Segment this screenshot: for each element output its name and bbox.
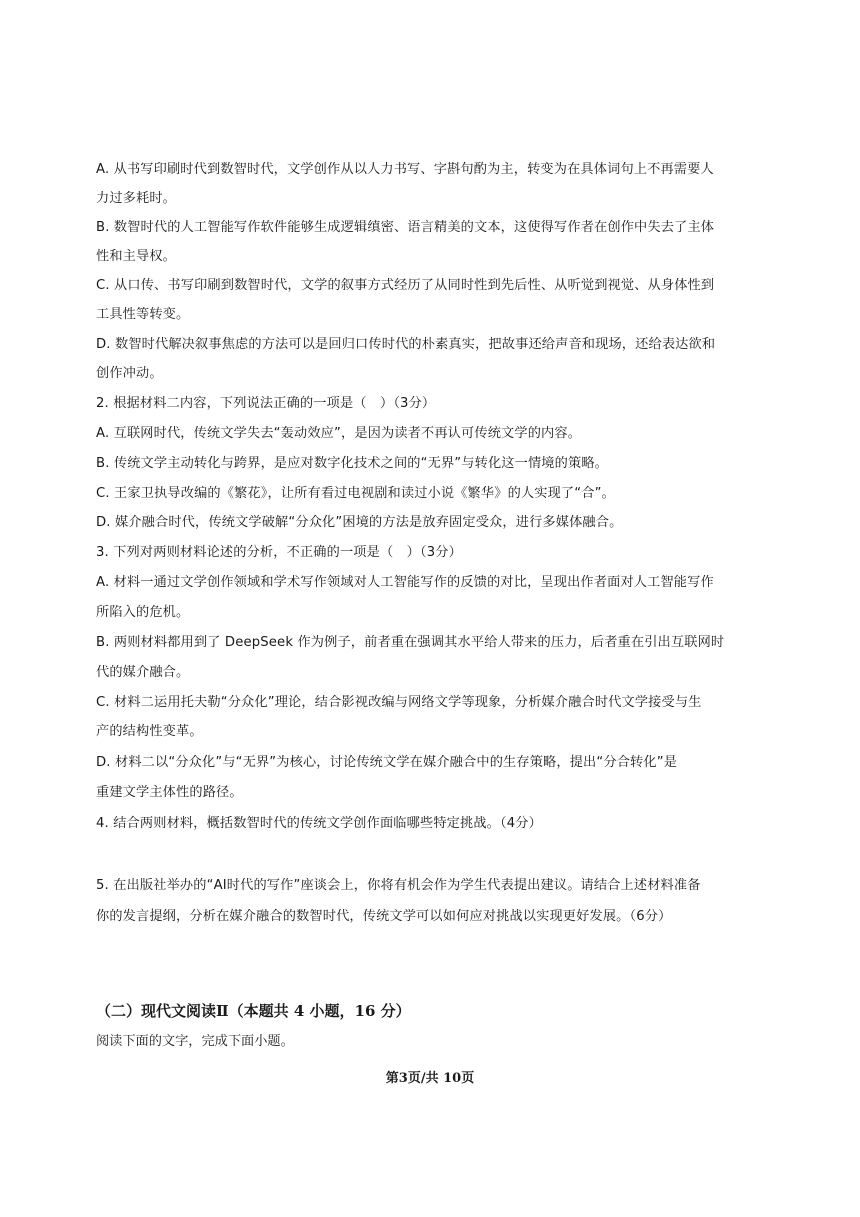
q3-option-a-line1: A. 材料一通过文学创作领域和学术写作领域对人工智能写作的反馈的对比，呈现出作者面对人工智能写作 bbox=[96, 575, 714, 590]
section-intro: 阅读下面的文字，完成下面小题。 bbox=[96, 1034, 294, 1049]
q2-option-c: C. 王家卫执导改编的《繁花》，让所有看过电视剧和读过小说《繁华》的人实现了“合”。 bbox=[96, 486, 615, 501]
question-2-stem: 2. 根据材料二内容，下列说法正确的一项是（ ）（3分） bbox=[96, 396, 436, 411]
q3-option-a-line2: 所陷入的危机。 bbox=[96, 605, 190, 620]
page-number: 第3页/共 10页 bbox=[385, 1071, 475, 1086]
q1-option-b-line2: 性和主导权。 bbox=[96, 249, 177, 264]
q1-option-c-line2: 工具性等转变。 bbox=[96, 307, 190, 322]
q1-option-a-line1: A. 从书写印刷时代到数智时代，文学创作从以人力书写、字斟句酌为主，转变为在具体词句上不再需要人 bbox=[96, 162, 714, 177]
question-3-stem: 3. 下列对两则材料论述的分析，不正确的一项是（ ）（3分） bbox=[96, 545, 462, 560]
question-4: 4. 结合两则材料，概括数智时代的传统文学创作面临哪些特定挑战。（4分） bbox=[96, 816, 542, 831]
q1-option-d-line1: D. 数智时代解决叙事焦虑的方法可以是回归口传时代的朴素真实，把故事还给声音和现场，还给表达欲和 bbox=[96, 337, 716, 352]
question-5-line1: 5. 在出版社举办的“AI时代的写作”座谈会上，你将有机会作为学生代表提出建议。请结合上述材料准备 bbox=[96, 878, 701, 893]
question-5-line2: 你的发言提纲，分析在媒介融合的数智时代，传统文学可以如何应对挑战以实现更好发展。（6分） bbox=[96, 909, 672, 924]
q3-option-d-line2: 重建文学主体性的路径。 bbox=[96, 785, 243, 800]
q3-option-c-line1: C. 材料二运用托夫勒“分众化”理论，结合影视改编与网络文学等现象，分析媒介融合时代文学接受与生 bbox=[96, 695, 702, 710]
q2-option-b: B. 传统文学主动转化与跨界，是应对数字化技术之间的“无界”与转化这一情境的策略。 bbox=[96, 456, 608, 471]
q3-option-c-line2: 产的结构性变革。 bbox=[96, 724, 203, 739]
q1-option-a-line2: 力过多耗时。 bbox=[96, 191, 177, 206]
q3-option-d-line1: D. 材料二以“分众化”与“无界”为核心，讨论传统文学在媒介融合中的生存策略，提出“分合转化”是 bbox=[96, 755, 678, 770]
q1-option-d-line2: 创作冲动。 bbox=[96, 366, 163, 381]
q2-option-a: A. 互联网时代，传统文学失去“轰动效应”，是因为读者不再认可传统文学的内容。 bbox=[96, 426, 582, 441]
q3-option-b-line1: B. 两则材料都用到了 DeepSeek 作为例子，前者重在强调其水平给人带来的压力，后者重在引出互联网时 bbox=[96, 635, 725, 650]
q1-option-c-line1: C. 从口传、书写印刷到数智时代，文学的叙事方式经历了从同时性到先后性、从听觉到视觉、从身体性到 bbox=[96, 278, 715, 293]
q1-option-b-line1: B. 数智时代的人工智能写作软件能够生成逻辑缜密、语言精美的文本，这使得写作者在创作中失去了主体 bbox=[96, 220, 715, 235]
q2-option-d: D. 媒介融合时代，传统文学破解“分众化”困境的方法是放弃固定受众，进行多媒体融合。 bbox=[96, 515, 623, 530]
q3-option-b-line2: 代的媒介融合。 bbox=[96, 665, 190, 680]
section-heading: （二）现代文阅读Ⅱ（本题共 4 小题，16 分） bbox=[96, 1002, 411, 1020]
